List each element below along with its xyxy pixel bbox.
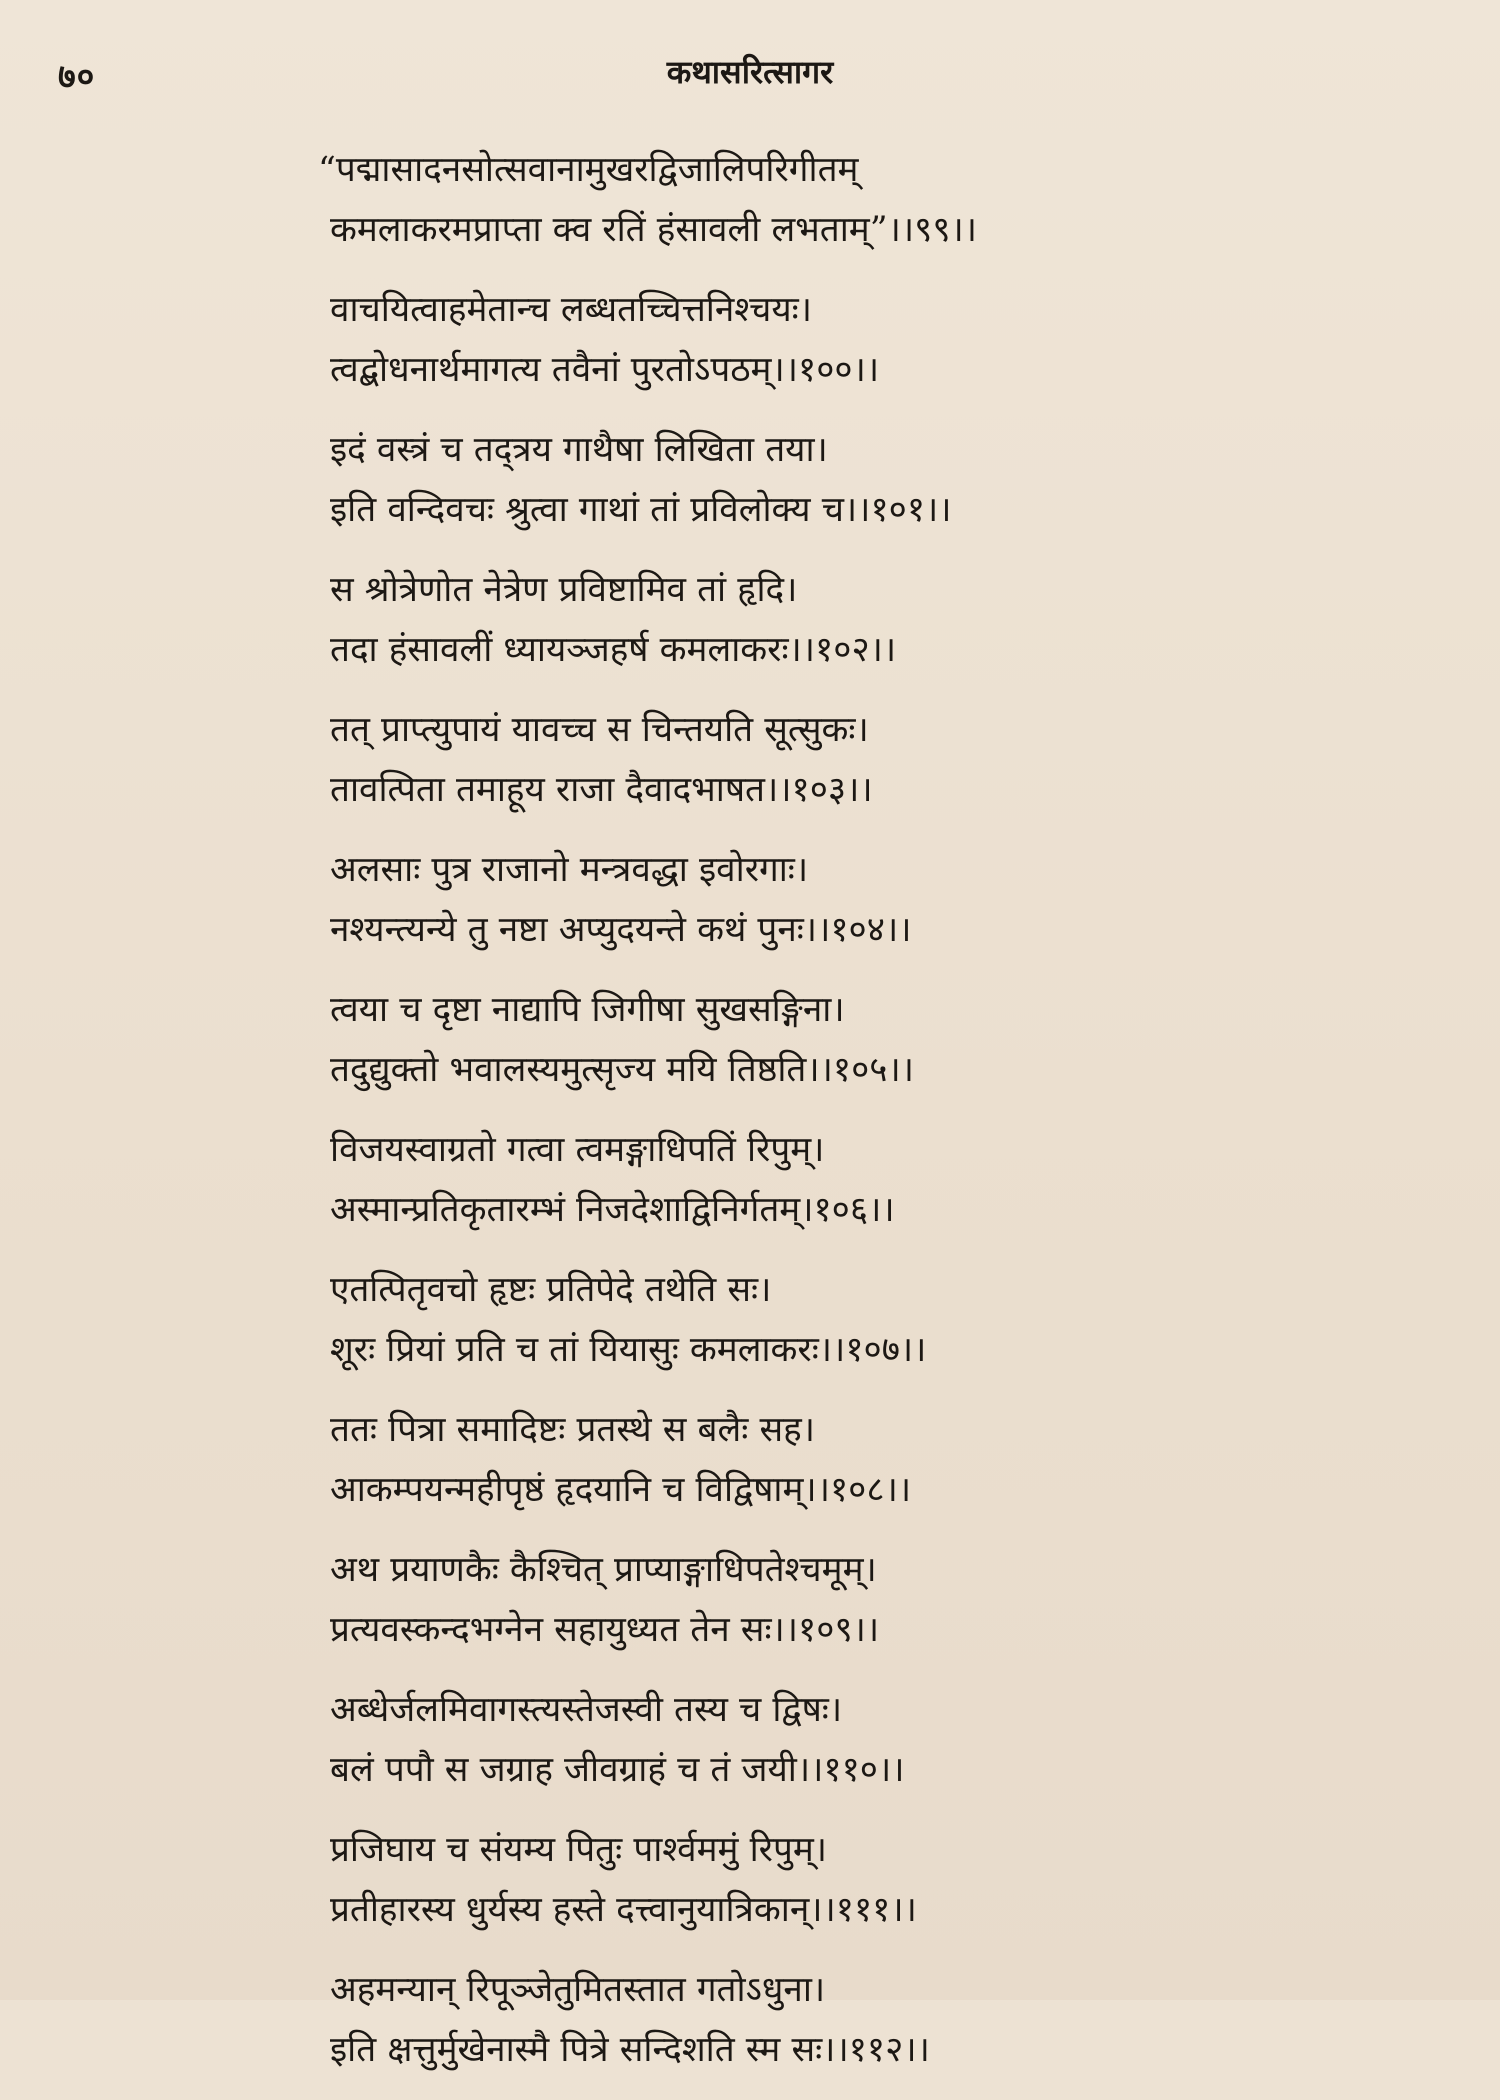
verse-line: नश्यन्त्यन्ये तु नष्टा अप्युदयन्ते कथं पुनः।।१०४।। [330, 910, 912, 950]
verse-line: आकम्पयन्महीपृष्ठं हृदयानि च विद्विषाम्।।१०८।। [330, 1470, 912, 1510]
verse-112 [330, 1960, 1330, 2080]
verse-106 [330, 1120, 1330, 1240]
verse-line: प्रतीहारस्य धुर्यस्य हस्ते दत्त्वानुयात्रिकान्।।१११।। [330, 1890, 917, 1930]
running-head-title: कथासरित्सागर [666, 53, 834, 91]
verse-line: अब्धेर्जलमिवागस्त्यस्तेजस्वी तस्य च द्विषः। [330, 1690, 843, 1730]
verse-100 [330, 280, 1330, 400]
verse-line: शूरः प्रियां प्रति च तां यियासुः कमलाकरः।।१०७।। [330, 1330, 927, 1370]
verse-line: त्वद्बोधनार्थमागत्य तवैनां पुरतोऽपठम्।।१००।। [330, 350, 880, 390]
verse-line: अथ प्रयाणकैः कैश्चित् प्राप्याङ्गाधिपतेश्चमूम्। [330, 1550, 877, 1590]
verse-line: बलं पपौ स जग्राह जीवग्राहं च तं जयी।।११०।। [330, 1750, 905, 1790]
verse-line: विजयस्वाग्रतो गत्वा त्वमङ्गाधिपतिं रिपुम्। [330, 1130, 825, 1170]
verse-111 [330, 1820, 1330, 1940]
verse-list [318, 140, 1330, 2100]
verse-110 [330, 1680, 1330, 1800]
verse-line: “पद्मासादनसोत्सवानामुखरद्विजालिपरिगीतम् [318, 150, 859, 190]
page-number: ७० [58, 57, 96, 97]
verse-line: प्रत्यवस्कन्दभग्नेन सहायुध्यत तेन सः।।१०९।। [330, 1610, 880, 1650]
verse-line: इति क्षत्तुर्मुखेनास्मै पित्रे सन्दिशति स्म सः।।११२।। [330, 2030, 930, 2070]
verse-108 [330, 1400, 1330, 1520]
verse-line: इदं वस्त्रं च तद्त्रय गाथैषा लिखिता तया। [330, 430, 828, 470]
verse-104 [330, 840, 1330, 960]
verse-105 [330, 980, 1330, 1100]
verse-101 [330, 420, 1330, 540]
verse-line: अस्मान्प्रतिकृतारम्भं निजदेशाद्विनिर्गतम्।१०६।। [330, 1190, 895, 1230]
verse-line: तदा हंसावलीं ध्यायञ्जहर्ष कमलाकरः।।१०२।। [330, 630, 897, 670]
verse-line: ततः पित्रा समादिष्टः प्रतस्थे स बलैः सह। [330, 1410, 815, 1450]
verse-109 [330, 1540, 1330, 1660]
verse-102 [330, 560, 1330, 680]
verse-line: एतत्पितृवचो हृष्टः प्रतिपेदे तथेति सः। [330, 1270, 772, 1310]
verse-line: अहमन्यान् रिपूञ्जेतुमितस्तात गतोऽधुना। [330, 1970, 826, 2010]
verse-line: कमलाकरमप्राप्ता क्व रतिं हंसावली लभताम्”।।९९।। [330, 210, 978, 250]
verse-103 [330, 700, 1330, 820]
verse-line: तत् प्राप्त्युपायं यावच्च स चिन्तयति सूत्सुकः। [330, 710, 869, 750]
verse-line: तावत्पिता तमाहूय राजा दैवादभाषत।।१०३।। [330, 770, 873, 810]
verse-99 [318, 140, 1330, 260]
verse-107 [330, 1260, 1330, 1380]
verse-line: अलसाः पुत्र राजानो मन्त्रवद्धा इवोरगाः। [330, 850, 809, 890]
verse-line: इति वन्दिवचः श्रुत्वा गाथां तां प्रविलोक्य च।।१०१।। [330, 490, 952, 530]
verse-line: तदुद्युक्तो भवालस्यमुत्सृज्य मयि तिष्ठति।।१०५।। [330, 1050, 915, 1090]
verse-line: वाचयित्वाहमेतान्च लब्धतच्चित्तनिश्चयः। [330, 290, 813, 330]
verse-line: प्रजिघाय च संयम्य पितुः पार्श्वममुं रिपुम्। [330, 1830, 828, 1870]
verse-line: त्वया च दृष्टा नाद्यापि जिगीषा सुखसङ्गिना। [330, 990, 845, 1030]
verse-line: स श्रोत्रेणोत नेत्रेण प्रविष्टामिव तां हृदि। [330, 570, 798, 610]
